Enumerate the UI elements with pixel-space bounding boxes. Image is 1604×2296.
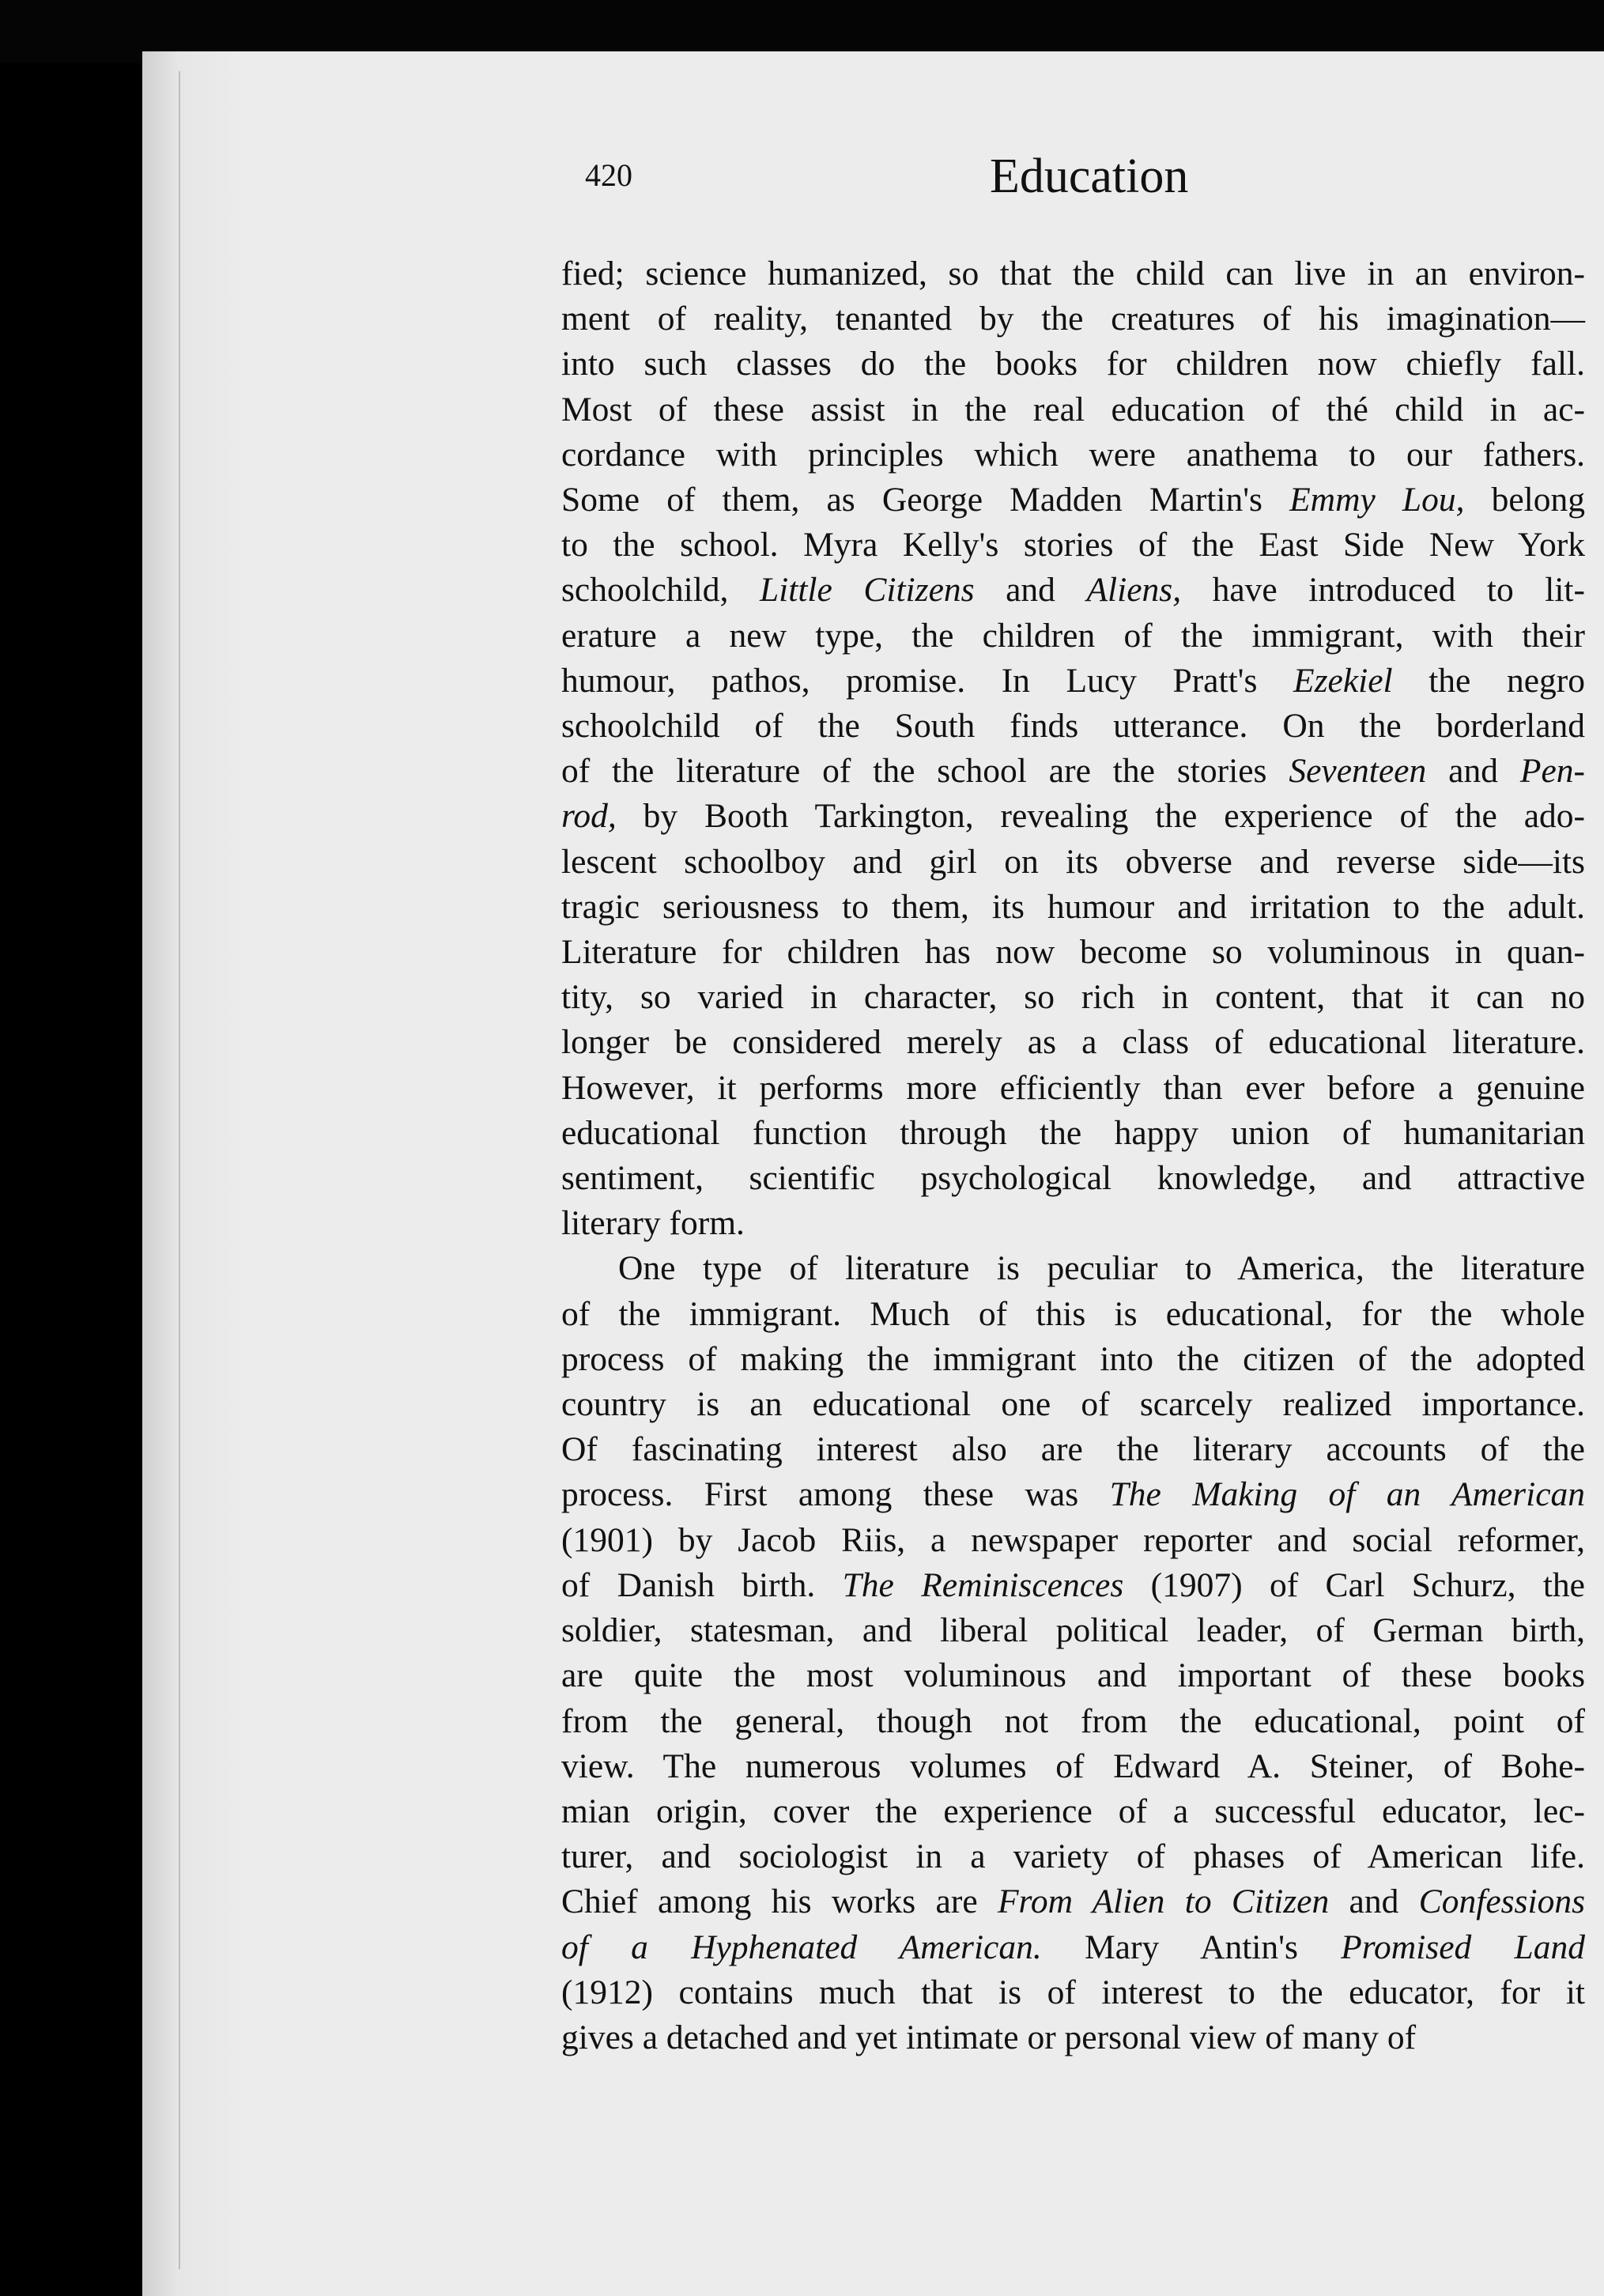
italic-title: Confessions <box>1418 1882 1585 1921</box>
italic-title: rod, <box>561 797 617 836</box>
text-line <box>561 1111 1585 1156</box>
page-header <box>585 149 1604 212</box>
text-run: mian origin, cover the experience of a successful educator, lec- <box>561 1792 1585 1830</box>
text-run: One type of literature is peculiar to America, the literature <box>618 1249 1585 1288</box>
text-line <box>561 1925 1585 1970</box>
text-run: into such classes do the books for children now chiefly fall. <box>561 345 1585 383</box>
italic-title: of a Hyphenated American. <box>561 1928 1042 1966</box>
text-run: the negro <box>1392 661 1585 700</box>
text-run: Of fascinating interest also are the literary accounts of the <box>561 1430 1585 1469</box>
text-line <box>561 523 1585 568</box>
text-line <box>561 478 1585 523</box>
italic-title: Promised Land <box>1341 1928 1585 1966</box>
text-run: process. First among these was <box>561 1475 1110 1514</box>
text-run: process of making the immigrant into the citizen of the adopted <box>561 1339 1585 1378</box>
text-run: schoolchild of the South finds utterance. On the borderland <box>561 707 1585 746</box>
text-line <box>561 1337 1585 1382</box>
italic-title: Pen- <box>1519 752 1585 791</box>
italic-title: The Making of an American <box>1109 1475 1585 1514</box>
text-run: are quite the most voluminous and important of these books <box>561 1656 1585 1695</box>
text-line <box>561 1246 1585 1291</box>
text-run: country is an educational one of scarcely realized importance. <box>561 1385 1585 1424</box>
text-run: to the school. Myra Kelly's stories of the East Side New York <box>561 526 1585 565</box>
text-line <box>561 1292 1585 1337</box>
text-run: sentiment, scientific psychological knowledge, and attractive <box>561 1159 1585 1198</box>
text-run: gives a detached and yet intimate or personal view of many of <box>561 2018 1417 2056</box>
text-run: Some of them, as George Madden Martin's <box>561 481 1290 519</box>
paragraph <box>561 1246 1585 2060</box>
text-line <box>561 1879 1585 1924</box>
text-run: longer be considered merely as a class of educational literature. <box>561 1023 1585 1062</box>
text-run: tragic seriousness to them, its humour and irritation to the adult. <box>561 887 1585 926</box>
text-run: Mary Antin's <box>1041 1928 1342 1966</box>
text-line <box>561 2015 1585 2060</box>
text-line <box>561 251 1585 296</box>
text-line <box>561 1156 1585 1201</box>
text-run: by Booth Tarkington, revealing the experience of the ado- <box>616 797 1585 836</box>
text-line <box>561 1789 1585 1834</box>
text-run: of Danish birth. <box>561 1565 843 1604</box>
text-run: schoolchild, <box>561 571 760 610</box>
text-run: of the immigrant. Much of this is educational, for the whole <box>561 1294 1585 1333</box>
text-run: belong <box>1464 481 1586 519</box>
text-line <box>561 1518 1585 1563</box>
text-line <box>561 614 1585 659</box>
text-run: and <box>1329 1882 1419 1921</box>
text-run: lescent schoolboy and girl on its obverse and reverse side—its <box>561 842 1585 881</box>
text-line <box>561 1699 1585 1744</box>
text-line <box>561 1653 1585 1698</box>
text-line <box>561 840 1585 885</box>
text-run: soldier, statesman, and liberal political leader, of German birth, <box>561 1611 1585 1650</box>
running-head: Education <box>990 149 1189 203</box>
text-line <box>561 342 1585 387</box>
text-line <box>561 749 1585 794</box>
text-run: (1907) of Carl Schurz, the <box>1123 1565 1585 1604</box>
text-run: view. The numerous volumes of Edward A. Steiner, of Bohe- <box>561 1747 1585 1785</box>
text-run: Most of these assist in the real education of thé child in ac- <box>561 390 1585 429</box>
text-run: tity, so varied in character, so rich in content, that it can no <box>561 978 1585 1017</box>
text-line <box>561 1744 1585 1789</box>
text-line <box>561 659 1585 704</box>
text-line <box>561 568 1585 613</box>
text-line <box>561 794 1585 839</box>
text-line <box>561 432 1585 478</box>
text-line <box>561 704 1585 749</box>
text-line <box>561 1608 1585 1653</box>
italic-title: Emmy Lou, <box>1289 481 1465 519</box>
text-run: and <box>974 571 1087 610</box>
italic-title: Little Citizens <box>759 571 975 610</box>
text-run: literary form. <box>561 1204 745 1243</box>
text-run: (1912) contains much that is of interest to the educator, for it <box>561 1973 1585 2011</box>
text-run: (1901) by Jacob Riis, a newspaper reporter and social reformer, <box>561 1520 1585 1559</box>
italic-title: Aliens, <box>1086 571 1182 610</box>
text-run: educational function through the happy union of humanitarian <box>561 1113 1585 1152</box>
text-line <box>561 1427 1585 1472</box>
text-line <box>561 975 1585 1020</box>
text-line <box>561 1382 1585 1427</box>
text-line <box>561 1834 1585 1879</box>
text-run: erature a new type, the children of the immigrant, with their <box>561 616 1585 655</box>
text-line <box>561 296 1585 342</box>
text-run: Literature for children has now become so voluminous in quan- <box>561 933 1585 972</box>
gutter-shadow <box>179 71 180 2269</box>
text-run: However, it performs more efficiently than ever before a genuine <box>561 1068 1585 1107</box>
text-run: fied; science humanized, so that the child can live in an environ- <box>561 255 1585 293</box>
body-text <box>561 251 1585 2060</box>
text-run: cordance with principles which were anathema to our fathers. <box>561 435 1585 474</box>
italic-title: From Alien to Citizen <box>997 1882 1330 1921</box>
text-run: Chief among his works are <box>561 1882 998 1921</box>
text-run: from the general, though not from the educational, point of <box>561 1701 1585 1740</box>
text-line <box>561 1472 1585 1517</box>
text-line <box>561 1563 1585 1608</box>
text-run: turer, and sociologist in a variety of phases of American life. <box>561 1837 1585 1876</box>
text-run: have introduced to lit- <box>1181 571 1585 610</box>
text-run: and <box>1426 752 1520 791</box>
text-line <box>561 1020 1585 1065</box>
text-line <box>561 930 1585 975</box>
text-line <box>561 885 1585 930</box>
text-line <box>561 387 1585 432</box>
text-line <box>561 1201 1585 1246</box>
text-line <box>561 1970 1585 2015</box>
page-gutter <box>142 51 245 2296</box>
italic-title: Seventeen <box>1289 752 1427 791</box>
text-run: of the literature of the school are the stories <box>561 752 1289 791</box>
paragraph <box>561 251 1585 1246</box>
text-line <box>561 1066 1585 1111</box>
italic-title: Ezekiel <box>1293 661 1393 700</box>
italic-title: The Reminiscences <box>842 1565 1124 1604</box>
text-run: humour, pathos, promise. In Lucy Pratt's <box>561 661 1294 700</box>
text-run: ment of reality, tenanted by the creatures of his imagination— <box>561 300 1585 338</box>
page-number: 420 <box>585 157 632 193</box>
